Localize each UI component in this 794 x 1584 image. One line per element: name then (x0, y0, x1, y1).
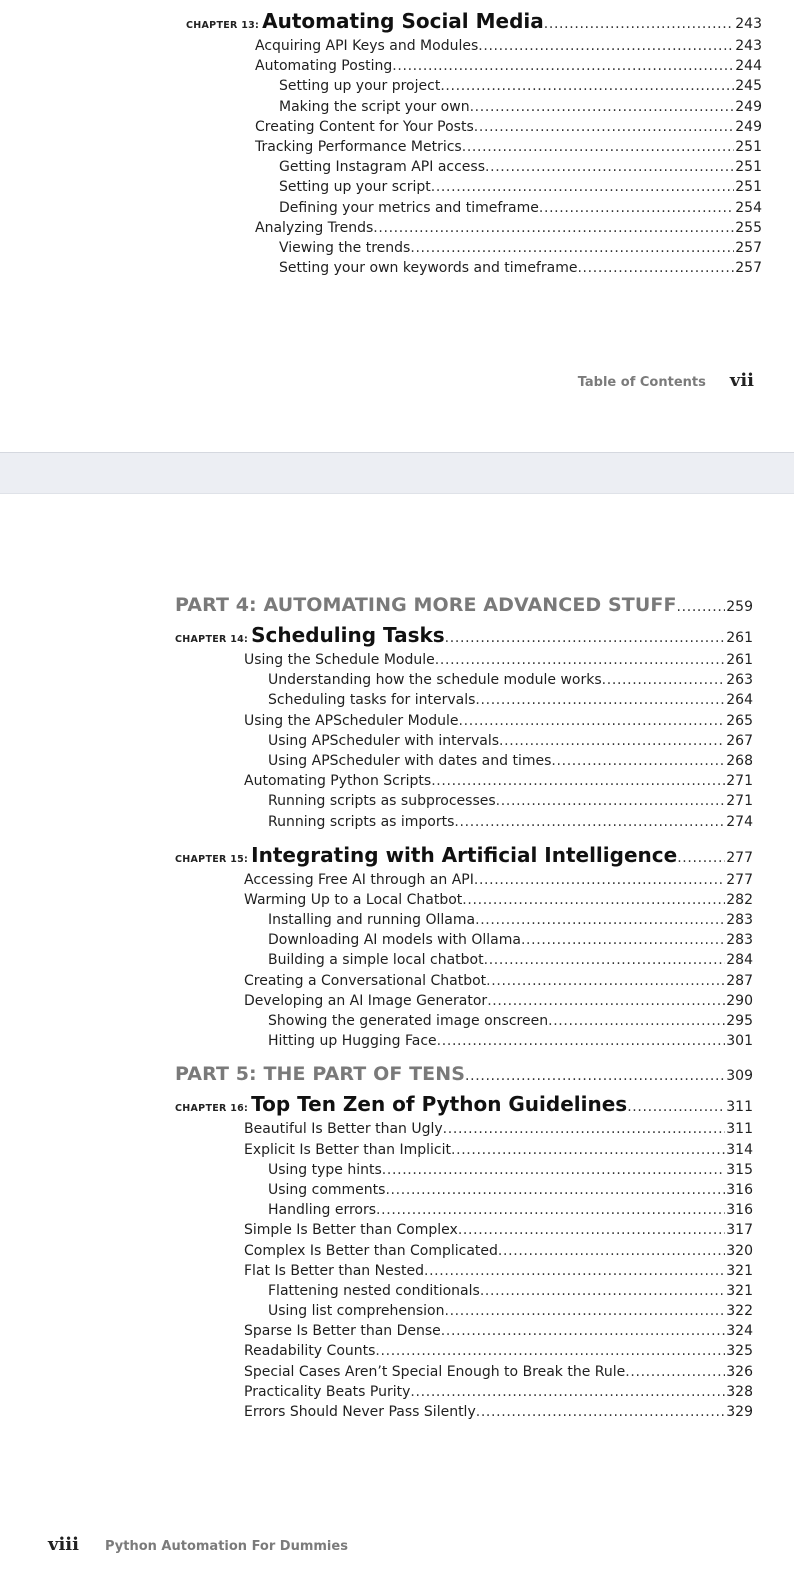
toc-entry-page: 284 (726, 952, 753, 969)
toc-entry-page: 267 (726, 732, 753, 749)
footer-label: Table of Contents (577, 375, 706, 390)
toc-entry[interactable] (175, 991, 753, 1011)
dot-leader (480, 1281, 725, 1301)
toc-entry-text: Readability Counts (244, 1341, 375, 1361)
chapter-page: 261 (726, 630, 753, 646)
toc-entry-page: 287 (726, 972, 753, 989)
dot-leader (475, 910, 725, 930)
toc-entry-text: Viewing the trends (279, 238, 410, 258)
toc-entry[interactable] (186, 36, 762, 56)
toc-entry-text: Accessing Free AI through an API (244, 870, 474, 890)
toc-entry-text: Showing the generated image onscreen (268, 1011, 548, 1031)
dot-leader (459, 711, 726, 731)
dot-leader (375, 1341, 725, 1361)
toc-entry-text: Setting up your script (279, 177, 431, 197)
toc-entry-text: Setting your own keywords and timeframe (279, 258, 577, 278)
toc-entry-text: Flat Is Better than Nested (244, 1261, 424, 1281)
toc-entry-text: Sparse Is Better than Dense (244, 1321, 441, 1341)
dot-leader (431, 177, 735, 197)
toc-entry[interactable] (175, 1180, 753, 1200)
chapter-title: Automating Social Media (262, 9, 544, 33)
dot-leader (478, 36, 734, 56)
part-title: PART 5: THE PART OF TENS (175, 1059, 465, 1089)
dot-leader (544, 9, 735, 36)
toc-entry[interactable] (175, 751, 753, 771)
toc-entry-page: 245 (735, 78, 762, 95)
toc-entry[interactable] (175, 1031, 753, 1051)
toc-entry-text: Tracking Performance Metrics (255, 137, 462, 157)
dot-leader (424, 1261, 725, 1281)
toc-entry-page: 283 (726, 932, 753, 949)
page-separator (0, 452, 794, 494)
dot-leader (486, 971, 725, 991)
toc-entry-text: Using the Schedule Module (244, 650, 435, 670)
toc-entry-text: Special Cases Aren’t Special Enough to Break the Rule (244, 1362, 625, 1382)
dot-leader (454, 812, 725, 832)
toc-entry[interactable] (175, 930, 753, 950)
toc-entry-text: Building a simple local chatbot (268, 950, 484, 970)
chapter-16-entries (175, 1119, 753, 1422)
chapter-page: 277 (726, 849, 753, 866)
dot-leader (462, 890, 725, 910)
chapter-prefix: CHAPTER 15: (175, 853, 249, 865)
toc-page-vii (0, 0, 794, 452)
toc-entry[interactable] (175, 1261, 753, 1281)
toc-entry[interactable] (175, 1321, 753, 1341)
toc-entry-text: Errors Should Never Pass Silently (244, 1402, 476, 1422)
dot-leader (444, 1301, 725, 1321)
dot-leader (485, 157, 734, 177)
toc-entry-text: Understanding how the schedule module works (268, 670, 602, 690)
dot-leader (484, 950, 726, 970)
toc-entry[interactable] (175, 1362, 753, 1382)
chapter-13-entries (186, 36, 762, 278)
toc-entry[interactable] (175, 670, 753, 690)
toc-entry-text: Hitting up Hugging Face (268, 1031, 437, 1051)
dot-leader (451, 1140, 725, 1160)
toc-bottom (175, 590, 753, 1422)
dot-leader (435, 650, 726, 670)
dot-leader (539, 198, 734, 218)
dot-leader (498, 1241, 725, 1261)
dot-leader (410, 238, 734, 258)
dot-leader (382, 1160, 725, 1180)
dot-leader (499, 731, 725, 751)
toc-entry[interactable] (186, 218, 762, 238)
toc-entry[interactable] (175, 971, 753, 991)
chapter-prefix: CHAPTER 14: (175, 634, 249, 645)
dot-leader (470, 97, 735, 117)
toc-entry-page: 244 (735, 58, 762, 75)
toc-entry[interactable] (175, 771, 753, 791)
toc-entry-text: Downloading AI models with Ollama (268, 930, 521, 950)
toc-entry-page: 263 (726, 672, 753, 689)
toc-entry[interactable] (186, 177, 762, 197)
toc-entry[interactable] (186, 238, 762, 258)
toc-entry-page: 321 (726, 1282, 753, 1299)
toc-entry-page: 315 (726, 1161, 753, 1178)
dot-leader (410, 1382, 725, 1402)
part-5-heading[interactable] (175, 1059, 753, 1089)
toc-entry-page: 277 (726, 871, 753, 888)
dot-leader (521, 930, 725, 950)
running-footer-right (520, 370, 754, 391)
toc-entry[interactable] (175, 910, 753, 930)
part-4-heading[interactable] (175, 590, 753, 620)
toc-entry-text: Practicality Beats Purity (244, 1382, 410, 1402)
toc-entry[interactable] (186, 76, 762, 96)
toc-entry-page: 264 (726, 692, 753, 709)
toc-entry-text: Using type hints (268, 1160, 382, 1180)
toc-entry[interactable] (175, 1140, 753, 1160)
dot-leader (431, 771, 725, 791)
toc-entry-text: Explicit Is Better than Implicit (244, 1140, 451, 1160)
toc-entry-page: 251 (735, 159, 762, 176)
toc-entry-text: Developing an AI Image Generator (244, 991, 487, 1011)
dot-leader (474, 117, 735, 137)
toc-entry-text: Defining your metrics and timeframe (279, 198, 539, 218)
toc-entry-page: 257 (735, 260, 762, 277)
toc-entry[interactable] (175, 1301, 753, 1321)
dot-leader (496, 791, 726, 811)
dot-leader (441, 1321, 725, 1341)
toc-entry-page: 251 (735, 179, 762, 196)
running-footer-left (48, 1534, 348, 1555)
toc-entry[interactable] (175, 1200, 753, 1220)
toc-entry-page: 255 (735, 219, 762, 236)
dot-leader (437, 1031, 726, 1051)
toc-entry-text: Running scripts as subprocesses (268, 791, 496, 811)
dot-leader (677, 592, 726, 620)
toc-entry-page: 249 (735, 118, 762, 135)
toc-entry[interactable] (186, 97, 762, 117)
toc-entry-text: Automating Posting (255, 56, 392, 76)
toc-entry[interactable] (175, 1160, 753, 1180)
toc-entry-page: 301 (726, 1033, 753, 1050)
dot-leader (577, 258, 734, 278)
toc-entry[interactable] (175, 731, 753, 751)
toc-entry-page: 328 (726, 1383, 753, 1400)
chapter-page: 311 (726, 1099, 753, 1116)
toc-entry-page: 295 (726, 1013, 753, 1029)
toc-entry-page: 321 (726, 1262, 753, 1279)
toc-entry-text: Creating a Conversational Chatbot (244, 971, 486, 991)
dot-leader (548, 1011, 725, 1031)
toc-entry[interactable] (175, 1402, 753, 1422)
dot-leader (475, 690, 725, 710)
dot-leader (487, 991, 725, 1011)
toc-entry[interactable] (175, 1220, 753, 1240)
toc-entry[interactable] (186, 157, 762, 177)
toc-entry[interactable] (186, 198, 762, 218)
toc-entry-page: 271 (726, 793, 753, 810)
toc-entry-text: Scheduling tasks for intervals (268, 690, 475, 710)
chapter-prefix: CHAPTER 16: (175, 1103, 249, 1115)
toc-entry[interactable] (175, 650, 753, 670)
toc-entry[interactable] (175, 690, 753, 710)
toc-entry[interactable] (175, 1241, 753, 1261)
toc-entry[interactable] (175, 1011, 753, 1031)
dot-leader (440, 76, 734, 96)
toc-entry-text: Simple Is Better than Complex (244, 1220, 458, 1240)
toc-entry-text: Using the APScheduler Module (244, 711, 459, 731)
chapter-title: Top Ten Zen of Python Guidelines (251, 1092, 628, 1117)
toc-entry-page: 265 (726, 712, 753, 729)
toc-entry-text: Installing and running Ollama (268, 910, 475, 930)
dot-leader (474, 870, 725, 890)
toc-entry-page: 254 (735, 199, 762, 216)
toc-entry[interactable] (175, 1119, 753, 1139)
chapter-title: Integrating with Artificial Intelligence (251, 842, 678, 867)
toc-entry[interactable] (175, 711, 753, 731)
chapter-title: Scheduling Tasks (251, 623, 445, 647)
toc-entry-page: 251 (735, 138, 762, 155)
dot-leader (462, 137, 735, 157)
toc-entry-page: 325 (726, 1343, 753, 1360)
dot-leader (458, 1220, 725, 1240)
dot-leader (625, 1362, 725, 1382)
toc-entry-text: Flattening nested conditionals (268, 1281, 480, 1301)
toc-entry[interactable] (175, 812, 753, 832)
toc-entry-text: Creating Content for Your Posts (255, 117, 474, 137)
part-page: 309 (726, 1068, 753, 1085)
dot-leader (373, 218, 734, 238)
chapter-16-heading[interactable] (175, 1089, 753, 1119)
page-number: vii (729, 370, 754, 391)
toc-entry-page: 290 (726, 992, 753, 1009)
toc-entry-text: Acquiring API Keys and Modules (255, 36, 478, 56)
toc-entry-text: Using APScheduler with dates and times (268, 751, 551, 771)
toc-entry-page: 320 (726, 1242, 753, 1259)
toc-entry-page: 249 (735, 98, 762, 115)
toc-entry[interactable] (186, 258, 762, 278)
chapter-prefix: CHAPTER 13: (186, 20, 260, 31)
dot-leader (677, 843, 725, 870)
toc-entry-page: 317 (726, 1222, 753, 1239)
part-page: 259 (726, 599, 753, 615)
toc-entry-page: 261 (726, 652, 753, 668)
toc-entry-page: 326 (726, 1363, 753, 1380)
toc-entry-page: 329 (726, 1404, 753, 1420)
toc-entry[interactable] (175, 1281, 753, 1301)
dot-leader (385, 1180, 725, 1200)
footer-label: Python Automation For Dummies (104, 1539, 348, 1554)
dot-leader (465, 1061, 725, 1089)
toc-entry[interactable] (186, 56, 762, 76)
toc-top (186, 6, 762, 278)
dot-leader (551, 751, 725, 771)
toc-entry-text: Setting up your project (279, 76, 440, 96)
dot-leader (627, 1092, 725, 1119)
chapter-13-heading[interactable] (186, 6, 762, 36)
toc-entry-text: Beautiful Is Better than Ugly (244, 1119, 443, 1139)
toc-entry[interactable] (175, 890, 753, 910)
toc-entry[interactable] (175, 791, 753, 811)
toc-entry-page: 271 (726, 773, 753, 790)
toc-entry-text: Automating Python Scripts (244, 771, 431, 791)
toc-entry-page: 322 (726, 1303, 753, 1320)
toc-entry[interactable] (175, 870, 753, 890)
toc-entry-page: 324 (726, 1323, 753, 1340)
chapter-14-heading[interactable] (175, 620, 753, 650)
dot-leader (376, 1200, 725, 1220)
toc-entry-text: Using list comprehension (268, 1301, 444, 1321)
toc-entry-text: Handling errors (268, 1200, 376, 1220)
toc-entry[interactable] (186, 137, 762, 157)
toc-entry-text: Making the script your own (279, 97, 470, 117)
toc-entry-page: 311 (726, 1121, 753, 1138)
toc-entry-page: 257 (735, 239, 762, 256)
toc-entry-text: Running scripts as imports (268, 812, 454, 832)
toc-entry-page: 316 (726, 1202, 753, 1219)
toc-entry-page: 314 (726, 1141, 753, 1158)
toc-entry[interactable] (186, 117, 762, 137)
chapter-14-entries (175, 650, 753, 832)
dot-leader (392, 56, 734, 76)
dot-leader (443, 1119, 726, 1139)
dot-leader (602, 670, 726, 690)
toc-entry-text: Complex Is Better than Complicated (244, 1241, 498, 1261)
toc-entry-page: 243 (735, 38, 762, 54)
toc-entry[interactable] (175, 950, 753, 970)
chapter-page: 243 (735, 16, 762, 32)
toc-entry-page: 274 (726, 813, 753, 830)
dot-leader (445, 623, 726, 650)
chapter-15-entries (175, 870, 753, 1052)
dot-leader (476, 1402, 726, 1422)
toc-entry-page: 268 (726, 752, 753, 769)
toc-entry-text: Using APScheduler with intervals (268, 731, 499, 751)
toc-entry[interactable] (175, 1341, 753, 1361)
toc-entry-text: Getting Instagram API access (279, 157, 485, 177)
part-title: PART 4: AUTOMATING MORE ADVANCED STUFF (175, 590, 677, 620)
chapter-15-heading[interactable] (175, 840, 753, 870)
toc-entry-page: 283 (726, 912, 753, 929)
toc-entry[interactable] (175, 1382, 753, 1402)
toc-entry-page: 282 (726, 891, 753, 908)
toc-entry-page: 316 (726, 1181, 753, 1198)
page-number: viii (48, 1534, 79, 1555)
toc-entry-text: Warming Up to a Local Chatbot (244, 890, 462, 910)
toc-entry-text: Analyzing Trends (255, 218, 373, 238)
toc-entry-text: Using comments (268, 1180, 385, 1200)
